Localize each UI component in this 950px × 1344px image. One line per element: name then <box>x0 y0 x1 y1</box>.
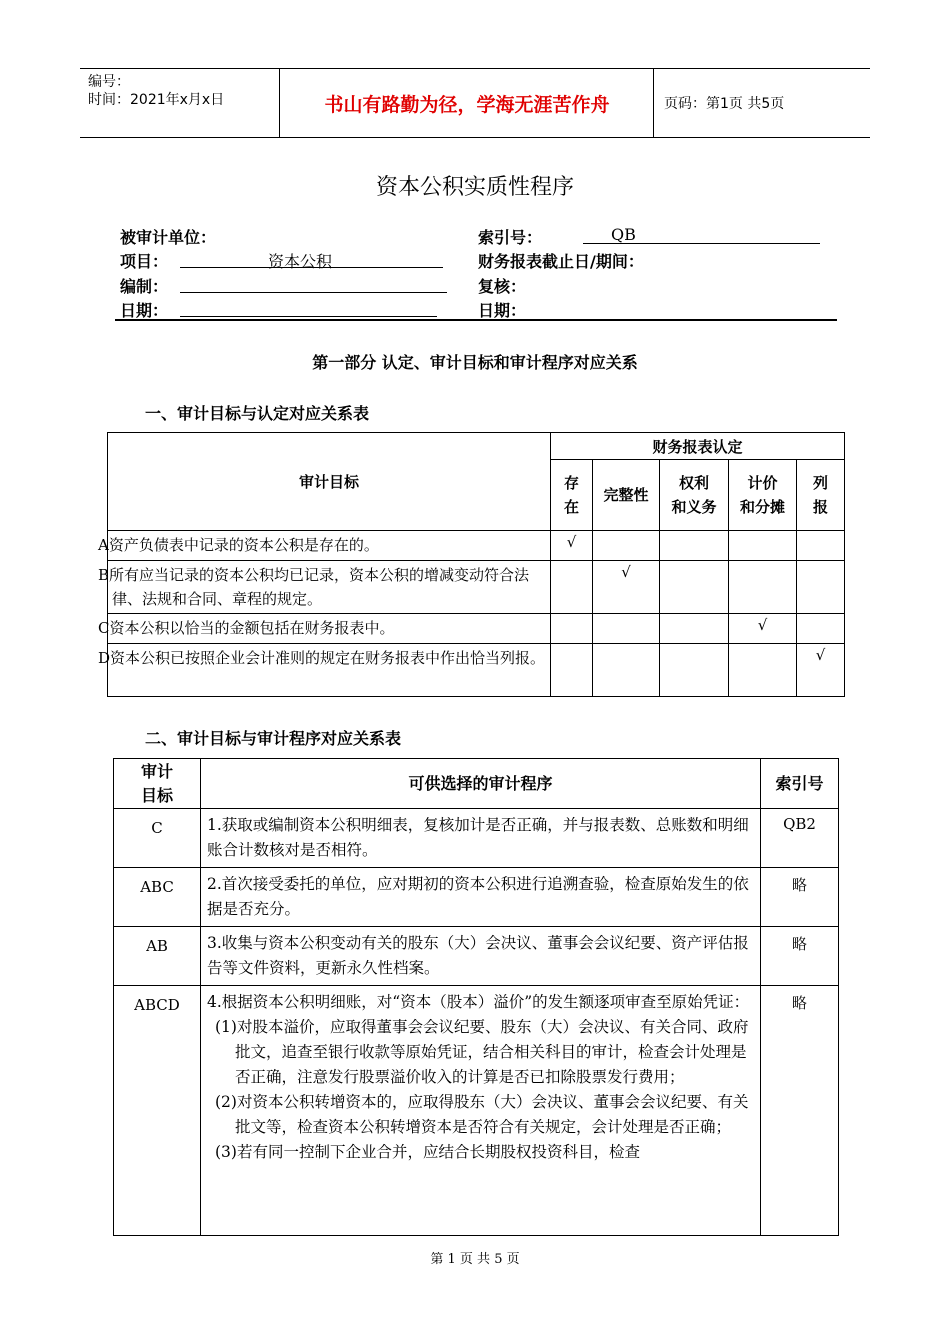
project-value: 资本公积 <box>268 252 333 271</box>
table-row <box>114 927 839 986</box>
check-cell <box>593 644 660 697</box>
assertion-group-header: 财务报表认定 <box>551 433 845 460</box>
prepared-field <box>180 274 447 293</box>
index-col-header: 索引号 <box>761 759 839 809</box>
row-index: 略 <box>761 868 839 927</box>
objective-header: 审计目标 <box>108 433 551 531</box>
table-row <box>114 986 839 1236</box>
date-label-left: 日期： <box>120 301 169 320</box>
sub-procedure: (1)对股本溢价，应取得董事会会议纪要、股东（大）会决议、有关合同、政府批文，追查至银行收款等原始凭证，结合相关科目的审计，检查会计处理是否正确，注意发行股票溢价收入的计算是否已扣除股票发行费用； <box>215 1018 749 1086</box>
check-cell <box>797 614 845 644</box>
objective-text: D资本公积已按照企业会计准则的规定在财务报表中作出恰当列报。 <box>108 644 551 697</box>
date-field-left <box>180 298 437 317</box>
project-field <box>180 249 443 271</box>
check-cell <box>593 614 660 644</box>
check-cell <box>729 644 797 697</box>
row-objective: ABC <box>114 868 201 927</box>
index-field <box>583 225 820 244</box>
motto: 书山有路勤为径，学海无涯苦作舟 <box>281 69 654 137</box>
check-cell <box>797 561 845 614</box>
table-row <box>108 531 845 561</box>
check-cell: √ <box>593 561 660 614</box>
index-value: QB <box>611 225 636 244</box>
assertion-existence: 存 在 <box>551 460 593 531</box>
row-index: QB2 <box>761 809 839 868</box>
row-procedure: 3.收集与资本公积变动有关的股东（大）会决议、董事会会议纪要、资产评估报告等文件资料，更新永久性档案。 <box>201 927 761 986</box>
row-index: 略 <box>761 927 839 986</box>
assertion-table <box>98 432 845 697</box>
row-objective: ABCD <box>114 986 201 1236</box>
assertion-completeness: 完整性 <box>593 460 660 531</box>
row-procedure: 1.获取或编制资本公积明细表，复核加计是否正确，并与报表数、总账数和明细账合计数核对是否相符。 <box>201 809 761 868</box>
assertion-rights: 权利 和义务 <box>660 460 729 531</box>
procedure-intro: 4.根据资本公积明细账，对“资本（股本）溢价”的发生额逐项审查至原始凭证： <box>207 993 750 1011</box>
section1-title: 一、审计目标与认定对应关系表 <box>145 404 370 423</box>
sub-procedure: (3)若有同一控制下企业合并，应结合长期股权投资科目，检查 <box>215 1143 640 1161</box>
sub-procedure: (2)对资本公积转增资本的，应取得股东（大）会决议、董事会会议纪要、有关批文等，检查资本公积转增资本是否符合有关规定，会计处理是否正确； <box>215 1093 749 1136</box>
check-cell <box>551 561 593 614</box>
objective-text: C资本公积以恰当的金额包括在财务报表中。 <box>108 614 551 644</box>
page-header <box>80 68 870 138</box>
check-cell <box>660 614 729 644</box>
objective-text: A资产负债表中记录的资本公积是存在的。 <box>108 531 551 561</box>
row-objective: AB <box>114 927 201 986</box>
check-cell <box>660 531 729 561</box>
check-cell <box>551 614 593 644</box>
check-cell <box>660 561 729 614</box>
row-index: 略 <box>761 986 839 1236</box>
index-label: 索引号： <box>478 228 543 247</box>
page-code: 页码：第1页 共5页 <box>664 96 785 112</box>
time-label: 时间：2021年x月x日 <box>88 92 225 108</box>
project-label: 项目： <box>120 252 169 271</box>
prepared-label: 编制： <box>120 277 169 296</box>
check-cell: √ <box>729 614 797 644</box>
check-cell <box>729 561 797 614</box>
objective-text: B所有应当记录的资本公积均已记录，资本公积的增减变动符合法律、法规和合同、章程的规定。 <box>108 561 551 614</box>
row-objective: C <box>114 809 201 868</box>
assertion-presentation: 列 报 <box>797 460 845 531</box>
check-cell <box>660 644 729 697</box>
info-divider <box>115 319 837 321</box>
audited-unit-label: 被审计单位： <box>120 228 217 247</box>
period-label: 财务报表截止日/期间： <box>478 252 644 271</box>
check-cell <box>551 644 593 697</box>
table-row <box>114 809 839 868</box>
row-procedure: 2.首次接受委托的单位，应对期初的资本公积进行追溯查验，检查原始发生的依据是否充分。 <box>201 868 761 927</box>
check-cell <box>593 531 660 561</box>
number-label: 编号： <box>88 74 130 90</box>
header-meta <box>80 69 280 137</box>
table-row <box>108 561 845 614</box>
table-row <box>114 868 839 927</box>
date-label-right: 日期： <box>478 301 527 320</box>
page-footer: 第 1 页 共 5 页 <box>430 1252 520 1267</box>
procedure-table <box>113 758 839 1236</box>
table-row <box>108 644 845 697</box>
check-cell: √ <box>551 531 593 561</box>
document-title: 资本公积实质性程序 <box>375 175 574 200</box>
review-label: 复核： <box>478 277 527 296</box>
check-cell <box>729 531 797 561</box>
table-row <box>108 614 845 644</box>
part-title: 第一部分 认定、审计目标和审计程序对应关系 <box>312 353 638 372</box>
assertion-valuation: 计价 和分摊 <box>729 460 797 531</box>
check-cell <box>797 531 845 561</box>
section2-title: 二、审计目标与审计程序对应关系表 <box>145 729 402 748</box>
check-cell: √ <box>797 644 845 697</box>
objective-col-header: 审计 目标 <box>114 759 201 809</box>
row-procedure <box>201 986 761 1236</box>
procedure-col-header: 可供选择的审计程序 <box>201 759 761 809</box>
